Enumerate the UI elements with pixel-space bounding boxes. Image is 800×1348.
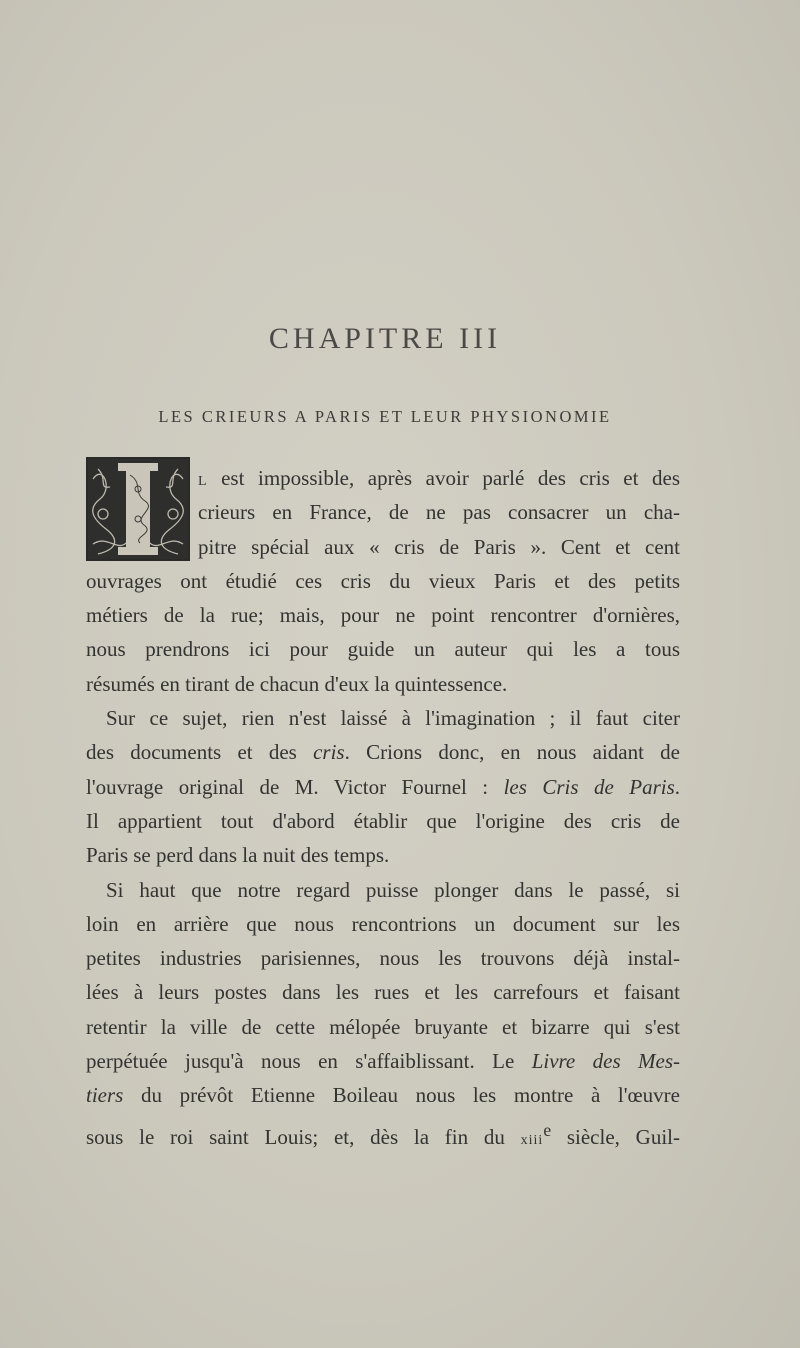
text-line: nous prendrons ici pour guide un auteur qui les a tous xyxy=(86,637,680,662)
text-line: petites industries parisiennes, nous les trouvons déjà instal- xyxy=(86,946,680,971)
body-text xyxy=(86,461,680,1147)
section-title: LES CRIEURS A PARIS ET LEUR PHYSIONOMIE xyxy=(158,407,612,426)
text-line: des documents et des cris. Crions donc, en nous aidant de xyxy=(86,740,680,765)
text-line: pitre spécial aux « cris de Paris ». Cent et cent xyxy=(198,534,680,559)
text-line: L est impossible, après avoir parlé des cris et des xyxy=(198,466,680,490)
text-line: sous le roi saint Louis; et, dès la fin du xiii$^e$ siècle, Guil- xyxy=(86,1119,680,1149)
text-line: lées à leurs postes dans les rues et les carrefours et faisant xyxy=(86,980,680,1005)
text-line: retentir la ville de cette mélopée bruyante et bizarre qui s'est xyxy=(86,1014,680,1039)
text-line: tiers du prévôt Etienne Boileau nous les montre à l'œuvre xyxy=(86,1083,680,1108)
text-line: Paris se perd dans la nuit des temps. xyxy=(86,843,390,868)
text-line: Il appartient tout d'abord établir que l'origine des cris de xyxy=(86,808,680,833)
text-line: métiers de la rue; mais, pour ne point rencontrer d'ornières, xyxy=(86,603,680,628)
text-line: Sur ce sujet, rien n'est laissé à l'imagination ; il faut citer xyxy=(106,706,680,731)
text-line: crieurs en France, de ne pas consacrer un cha- xyxy=(198,500,680,525)
chapter-title: CHAPITRE III xyxy=(268,322,502,355)
text-line: loin en arrière que nous rencontrions un document sur les xyxy=(86,911,680,936)
text-line: ouvrages ont étudié ces cris du vieux Paris et des petits xyxy=(86,568,680,593)
text-line: résumés en tirant de chacun d'eux la quintessence. xyxy=(86,671,508,696)
text-line: perpétuée jusqu'à nous en s'affaiblissant. Le Livre des Mes- xyxy=(86,1049,680,1074)
text-line: Si haut que notre regard puisse plonger dans le passé, si xyxy=(106,877,680,902)
text-line: l'ouvrage original de M. Victor Fournel : les Cris de Paris. xyxy=(86,774,681,799)
